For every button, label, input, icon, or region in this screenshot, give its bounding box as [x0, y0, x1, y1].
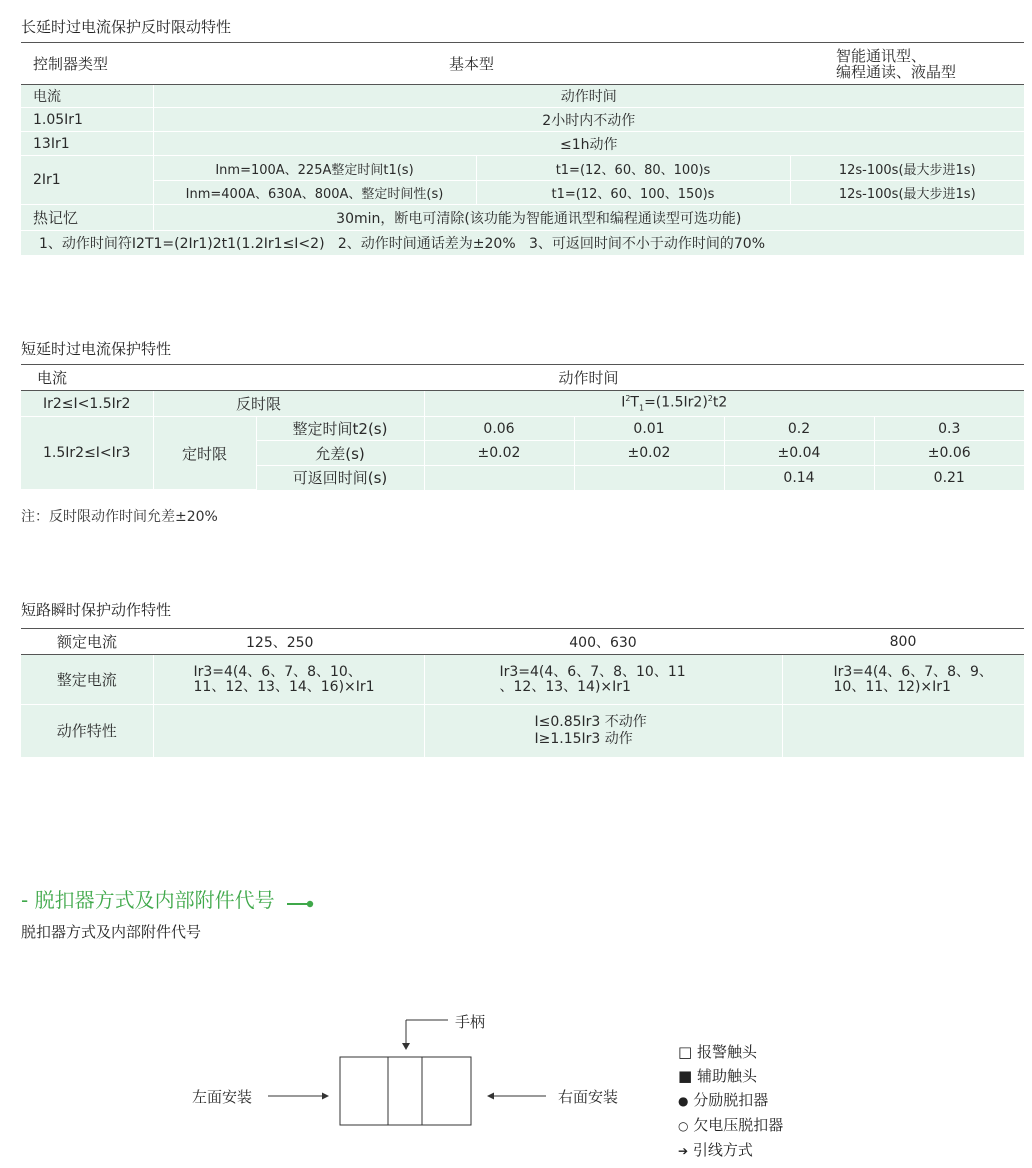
- empty-square-icon: □: [678, 1043, 693, 1061]
- filled-circle-icon: ●: [678, 1094, 689, 1108]
- s3-header-rated: 额定电流: [21, 629, 153, 655]
- s3-action-line1: I≤0.85Ir3 不动作: [534, 713, 647, 730]
- row-current-label: 电流: [21, 85, 153, 108]
- row-thermal-value: 30min，断电可清除(该功能为智能通讯型和编程通读型可选功能): [153, 205, 1024, 231]
- section4-heading-text: - 脱扣器方式及内部附件代号: [21, 888, 275, 912]
- row-2ir1-c2: 12s-100s(最大步进1s): [790, 181, 1024, 205]
- arrow-icon: ➔: [678, 1144, 689, 1158]
- s2-tol-label: 允差(s): [256, 441, 424, 466]
- formula-i: I: [621, 394, 626, 411]
- s2-row1-mode: 反时限: [153, 391, 424, 417]
- row-2ir1-b2: t1=(12、60、100、150)s: [476, 181, 790, 205]
- formula-tail: =(1.5Ir2): [644, 394, 708, 411]
- legend-label: 辅助触头: [696, 1067, 757, 1085]
- s2-set-v4: 0.3: [874, 417, 1024, 441]
- row-105-label: 1.05Ir1: [21, 108, 153, 132]
- s3-setting-c3-line2: 10、11、12)×Ir1: [833, 678, 951, 695]
- section4-subtitle: 脱扣器方式及内部附件代号: [21, 923, 202, 941]
- s3-setting-c1-line1: Ir3=4(4、6、7、8、10、: [193, 663, 362, 680]
- s3-setting-label: 整定电流: [21, 655, 153, 705]
- s3-header-c2: 400、630: [424, 629, 782, 655]
- filled-square-icon: ■: [678, 1067, 693, 1085]
- s2-row1-range: Ir2≤I<1.5Ir2: [21, 391, 153, 417]
- row-105-value: 2小时内不动作: [153, 108, 1024, 132]
- legend-item: [678, 1064, 783, 1088]
- breaker-box: [340, 1057, 471, 1125]
- legend-label: 报警触头: [696, 1043, 757, 1061]
- empty-circle-icon: ○: [678, 1119, 689, 1133]
- s3-action-label: 动作特性: [21, 705, 153, 757]
- section2-note: 注：反时限动作时间允差±20%: [21, 509, 218, 525]
- legend-label: 分励脱扣器: [693, 1091, 769, 1109]
- s2-tol-v2: ±0.02: [574, 441, 724, 466]
- s3-setting-c2-line2: 、12、13、14)×Ir1: [499, 678, 631, 695]
- s3-setting-c3-line1: Ir3=4(4、6、7、8、9、: [833, 663, 993, 680]
- section1-title: 长延时过电流保护反时限动特性: [21, 18, 232, 36]
- s3-header-c1: 125、250: [153, 629, 424, 655]
- row-thermal-label: 热记忆: [21, 205, 153, 231]
- left-arrow-head: [322, 1093, 329, 1100]
- legend-label: 欠电压脱扣器: [693, 1116, 784, 1134]
- s2-row2-mode: 定时限: [153, 417, 256, 490]
- legend-item: [678, 1113, 783, 1138]
- s2-tol-v3: ±0.04: [724, 441, 874, 466]
- s2-set-v1: 0.06: [424, 417, 574, 441]
- row-2ir1-a1: Inm=100A、225A整定时间t1(s): [153, 156, 476, 181]
- header-type-label: 控制器类型: [21, 43, 153, 85]
- s2-set-v2: 0.01: [574, 417, 724, 441]
- s2-set-v3: 0.2: [724, 417, 874, 441]
- handle-arrow-head: [402, 1043, 410, 1050]
- right-arrow-head: [487, 1093, 494, 1100]
- s2-row2-range: 1.5Ir2≤I<Ir3: [21, 417, 153, 490]
- legend-item: [678, 1088, 783, 1113]
- s2-ret-v3: 0.14: [724, 466, 874, 490]
- legend-item: [678, 1138, 783, 1163]
- s3-header-c3: 800: [782, 629, 1024, 655]
- row-2ir1-label: 2Ir1: [21, 156, 153, 205]
- header-smart-line2: 编程通读、液晶型: [836, 62, 957, 81]
- handle-label: 手柄: [455, 1013, 486, 1031]
- s2-tol-v4: ±0.06: [874, 441, 1024, 466]
- formula-sup1: 2: [625, 394, 631, 404]
- s2-header-current: 电流: [21, 365, 153, 391]
- legend-label: 引线方式: [692, 1141, 753, 1159]
- row-current-value: 动作时间: [153, 85, 1024, 108]
- row-2ir1-a2: Inm=400A、630A、800A、整定时间性(s): [153, 181, 476, 205]
- s2-set-label: 整定时间t2(s): [256, 417, 424, 441]
- formula-t: T: [630, 394, 639, 411]
- s3-action-line2: I≥1.15Ir3 动作: [534, 730, 633, 747]
- s2-ret-v4: 0.21: [874, 466, 1024, 490]
- row-2ir1-c1: 12s-100s(最大步进1s): [790, 156, 1024, 181]
- section1-footer: 1、动作时间符I2T1=(2Ir1)2t1(1.2Ir1≤I<2) 2、动作时间通话差为±20% 3、可返回时间不小于动作时间的70%: [21, 231, 1024, 255]
- s2-header-time: 动作时间: [153, 365, 1024, 391]
- s2-ret-label: 可返回时间(s): [256, 466, 424, 490]
- formula-sup2: 2: [707, 394, 713, 404]
- s2-tol-v1: ±0.02: [424, 441, 574, 466]
- legend-item: [678, 1040, 783, 1064]
- s3-setting-c1-line2: 11、12、13、14、16)×Ir1: [193, 678, 375, 695]
- header-basic: 基本型: [153, 43, 790, 85]
- header-smart-line1: 智能通讯型、: [836, 46, 927, 65]
- row-13-value: ≤1h动作: [153, 132, 1024, 156]
- legend: [678, 1040, 783, 1163]
- row-13-label: 13Ir1: [21, 132, 153, 156]
- section3-title: 短路瞬时保护动作特性: [21, 601, 172, 619]
- left-mount-label: 左面安装: [192, 1088, 253, 1106]
- s3-setting-c2-line1: Ir3=4(4、6、7、8、10、11: [499, 663, 686, 680]
- formula-sub: 1: [638, 403, 645, 413]
- right-mount-label: 右面安装: [558, 1088, 619, 1106]
- row-2ir1-b1: t1=(12、60、80、100)s: [476, 156, 790, 181]
- formula-end: t2: [712, 394, 728, 411]
- section2-title: 短延时过电流保护特性: [21, 340, 172, 358]
